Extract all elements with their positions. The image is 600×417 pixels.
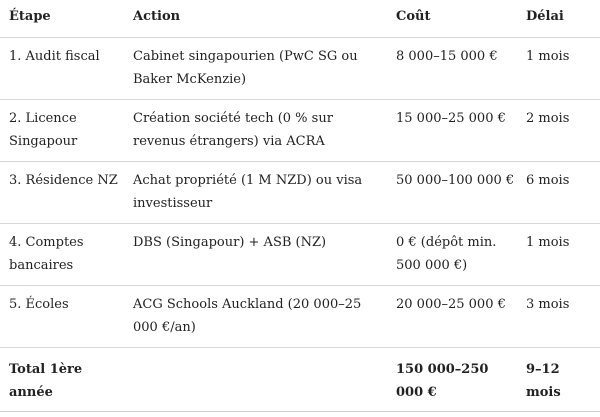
cell-action: DBS (Singapour) + ASB (NZ) bbox=[133, 235, 327, 250]
total-cout: 150 000–250 000 € bbox=[396, 362, 489, 400]
header-cout: Coût bbox=[396, 9, 431, 24]
cell-delai: 2 mois bbox=[526, 111, 570, 126]
table-row bbox=[0, 286, 600, 348]
cell-cout: 20 000–25 000 € bbox=[396, 297, 506, 312]
cell-action: ACG Schools Auckland (20 000–25 000 €/an) bbox=[133, 297, 362, 335]
cell-action: Achat propriété (1 M NZD) ou visa investisseur bbox=[133, 173, 363, 211]
table-total-row bbox=[0, 348, 600, 412]
table-row bbox=[0, 162, 600, 224]
cell-etape: 3. Résidence NZ bbox=[9, 173, 118, 188]
cell-delai: 1 mois bbox=[526, 49, 570, 64]
cell-delai: 3 mois bbox=[526, 297, 570, 312]
cell-delai: 6 mois bbox=[526, 173, 570, 188]
cell-cout: 50 000–100 000 € bbox=[396, 173, 515, 188]
header-action: Action bbox=[133, 9, 181, 24]
table-row bbox=[0, 224, 600, 286]
cell-etape: 4. Comptes bancaires bbox=[9, 235, 84, 273]
cell-action: Création société tech (0 % sur revenus étrangers) via ACRA bbox=[133, 111, 333, 149]
cell-delai: 1 mois bbox=[526, 235, 570, 250]
cell-cout: 0 € (dépôt min. 500 000 €) bbox=[396, 235, 497, 273]
total-delai: 9–12 mois bbox=[526, 362, 561, 400]
header-delai: Délai bbox=[526, 9, 564, 24]
table-row bbox=[0, 100, 600, 162]
cell-cout: 8 000–15 000 € bbox=[396, 49, 498, 64]
table-header-row bbox=[0, 0, 600, 38]
cell-action: Cabinet singapourien (PwC SG ou Baker McKenzie) bbox=[133, 49, 358, 87]
cell-cout: 15 000–25 000 € bbox=[396, 111, 506, 126]
header-etape: Étape bbox=[9, 9, 51, 24]
cell-etape: 5. Écoles bbox=[9, 297, 69, 312]
cell-etape: 2. Licence Singapour bbox=[9, 111, 78, 149]
total-label: Total 1ère année bbox=[9, 362, 83, 400]
table-row bbox=[0, 38, 600, 100]
cell-etape: 1. Audit fiscal bbox=[9, 49, 100, 64]
